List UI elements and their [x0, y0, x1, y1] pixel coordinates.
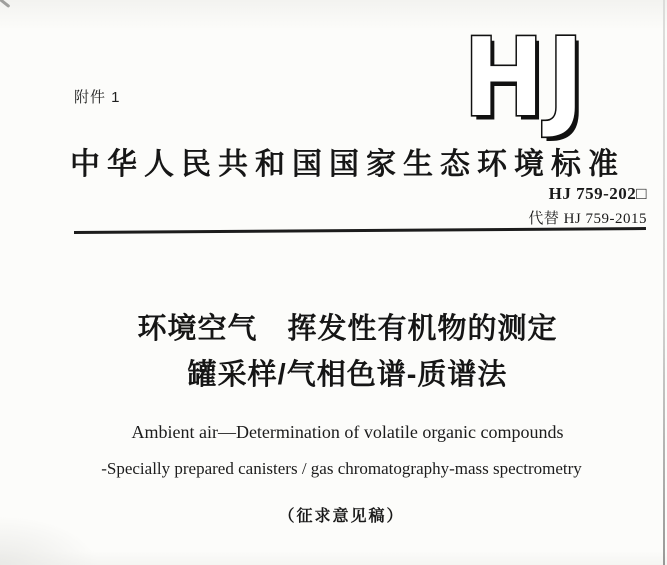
- scan-edge-line: [663, 0, 665, 565]
- title-cn-line2: 罐采样/气相色谱-质谱法: [187, 359, 508, 391]
- title-cn-line1: 环境空气 挥发性有机物的测定: [137, 313, 558, 345]
- replaces-note: 代替 HJ 759-2015: [528, 211, 647, 227]
- title-en-line2: -Specially prepared canisters / gas chromatography-mass spectrometry: [101, 459, 582, 478]
- hj-logo: [443, 15, 608, 141]
- national-standard-heading: 中华人民共和国国家生态环境标准: [70, 148, 625, 181]
- standard-code: HJ 759-202□: [548, 184, 647, 203]
- header-rule: [74, 227, 646, 233]
- standard-code-block: [528, 184, 647, 228]
- draft-for-comments-note: （征求意见稿）: [278, 508, 405, 525]
- attachment-label: 附件 1: [74, 89, 121, 106]
- hj-logo-text: HJ: [463, 15, 588, 141]
- scan-corner-mark: [0, 0, 10, 8]
- title-en-line1: Ambient air—Determination of volatile organic compounds: [131, 422, 564, 442]
